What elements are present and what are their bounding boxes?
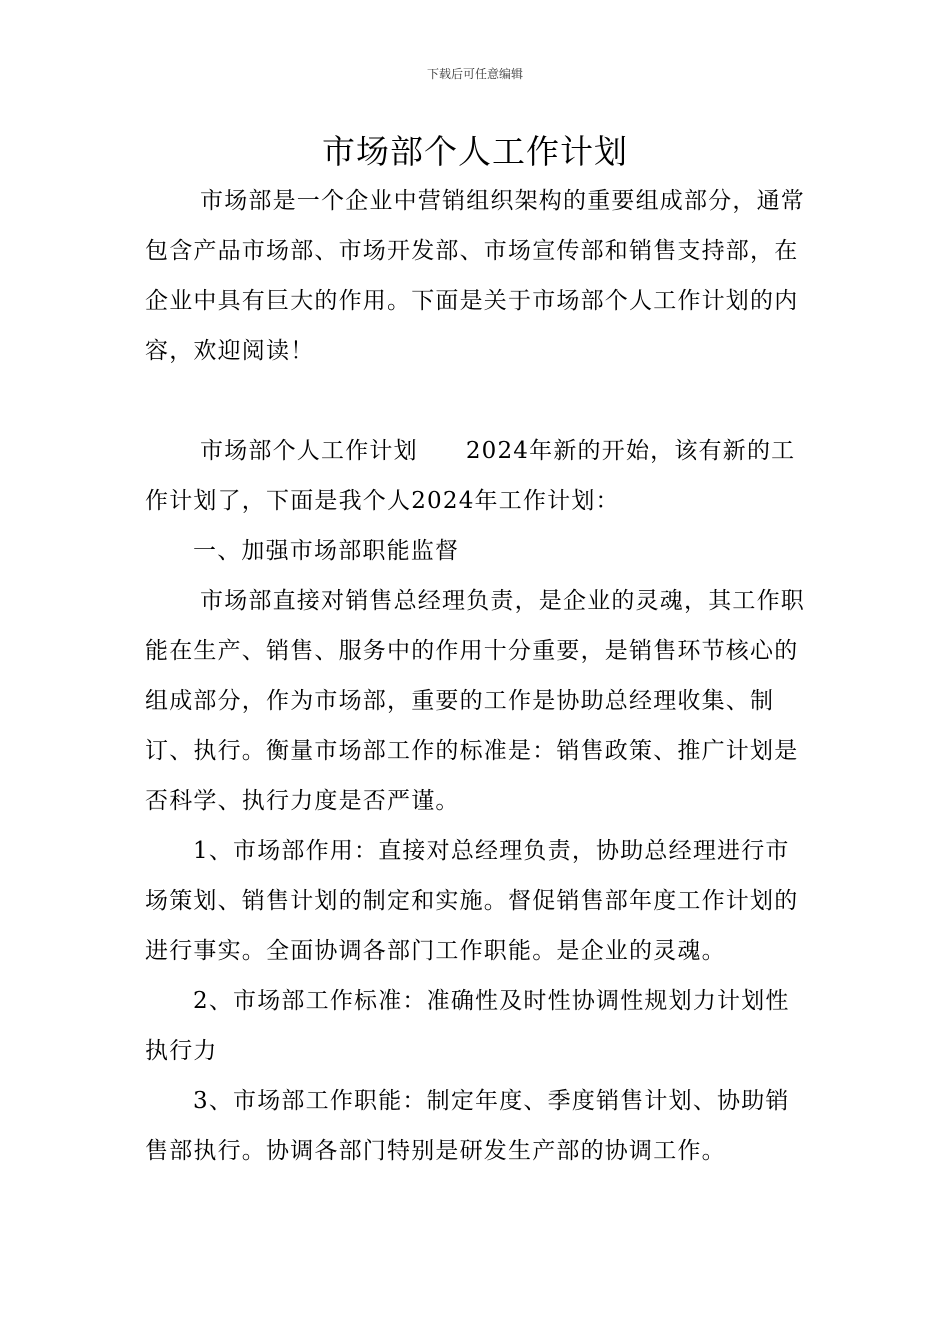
heading-1: 一、加强市场部职能监督 xyxy=(193,538,460,564)
section-intro-text: 2024年新的开始，该有新的工作计划了，下面是我个人2024年工作计划： xyxy=(145,438,796,514)
paragraph-1: 市场部直接对销售总经理负责，是企业的灵魂，其工作职能在生产、销售、服务中的作用十分重要，是销售环节核心的组成部分，作为市场部，重要的工作是协助总经理收集、制订、执行。衡量市场部工作的标准是：销售政策、推广计划是否科学、执行力度是否严谨。 xyxy=(145,588,805,814)
section-title: 市场部个人工作计划 xyxy=(200,438,418,464)
list-item-2: 2、市场部工作标准：准确性及时性协调性规划力计划性执行力 xyxy=(145,988,790,1064)
document-body xyxy=(145,176,810,1176)
section-intro-paragraph xyxy=(145,426,810,526)
paragraph-spacer xyxy=(145,376,810,426)
list-item-1: 1、市场部作用：直接对总经理负责，协助总经理进行市场策划、销售计划的制定和实施。督促销售部年度工作计划的进行事实。全面协调各部门工作职能。是企业的灵魂。 xyxy=(145,838,799,964)
document-title: 市场部个人工作计划 xyxy=(322,132,628,171)
list-item-3: 3、市场部工作职能：制定年度、季度销售计划、协助销售部执行。协调各部门特别是研发生产部的协调工作。 xyxy=(145,1088,790,1164)
intro-paragraph: 市场部是一个企业中营销组织架构的重要组成部分，通常包含产品市场部、市场开发部、市场宣传部和销售支持部，在企业中具有巨大的作用。下面是关于市场部个人工作计划的内容，欢迎阅读！ xyxy=(145,188,805,364)
header-note: 下载后可任意编辑 xyxy=(426,67,523,81)
